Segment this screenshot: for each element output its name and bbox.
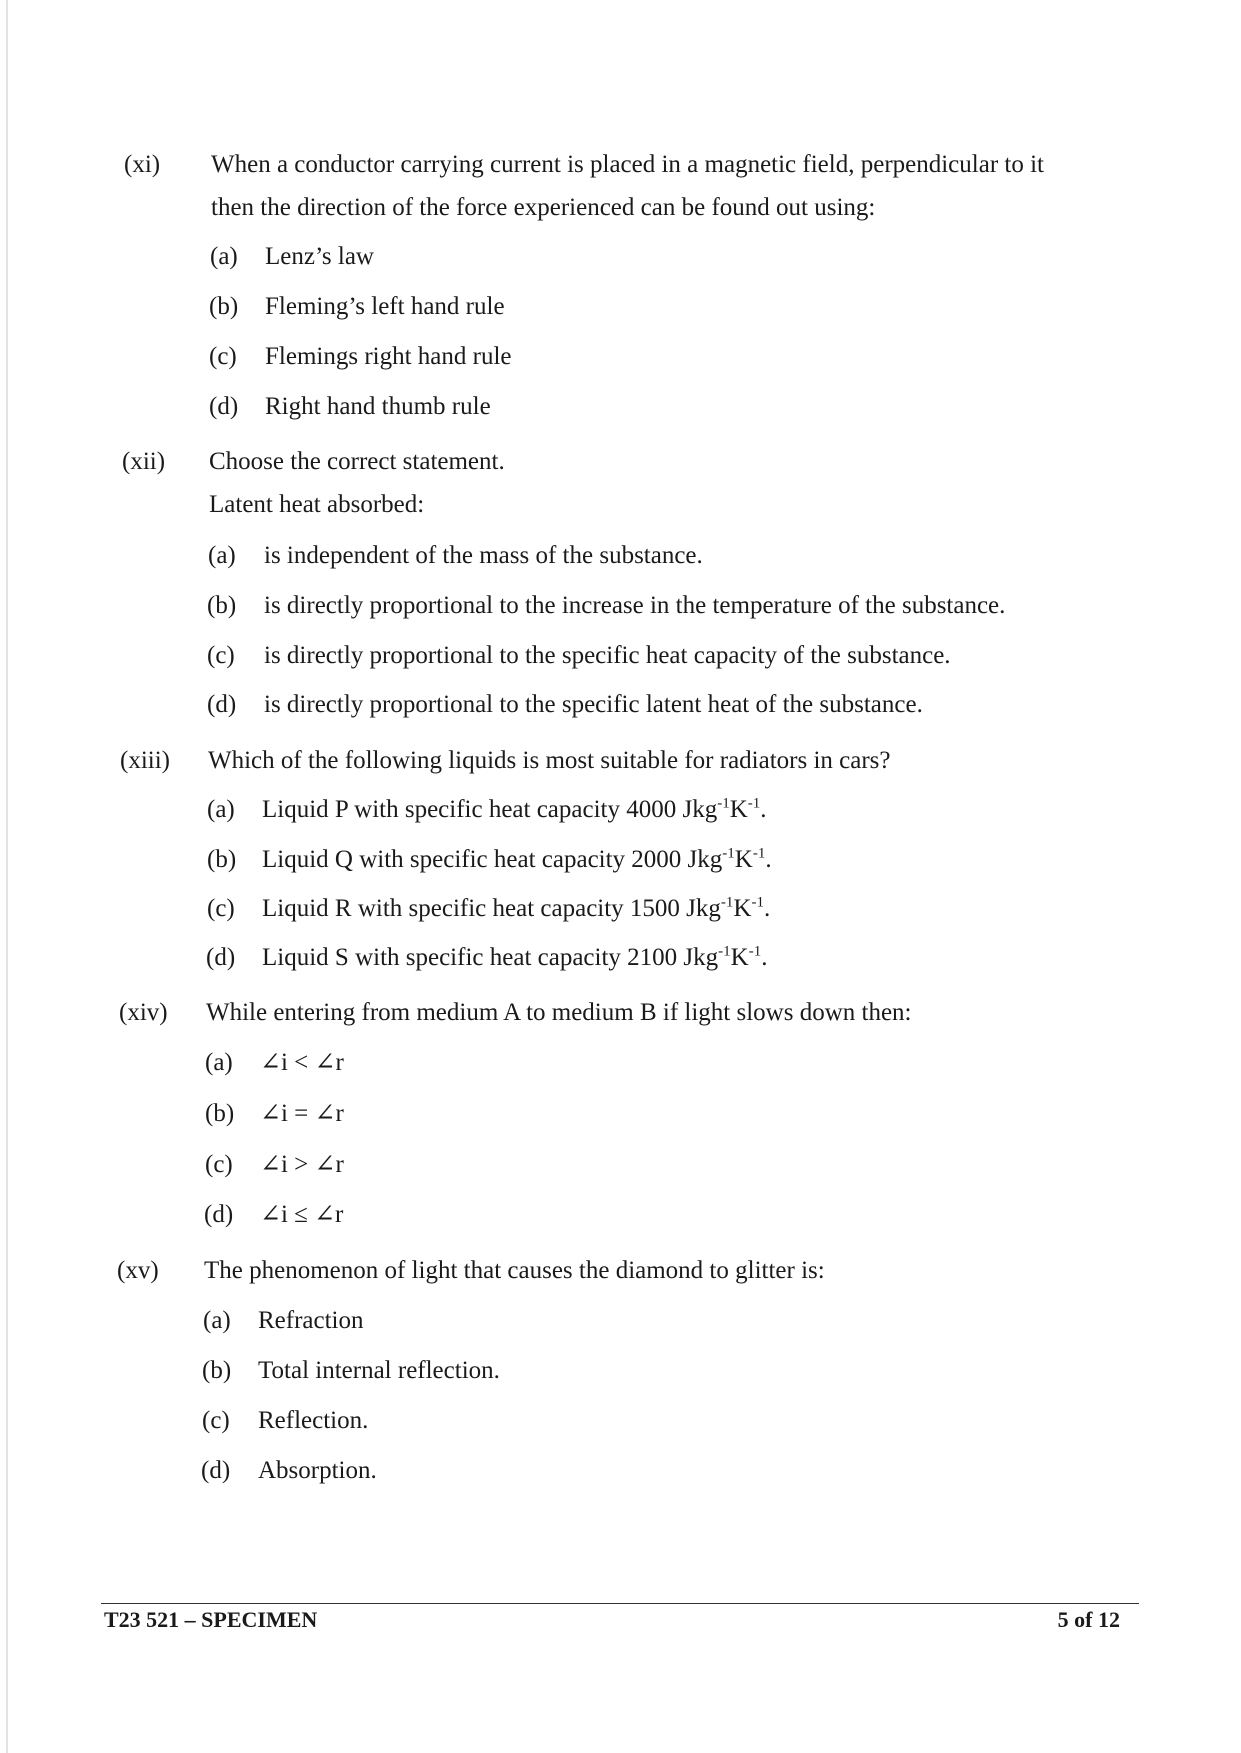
option-text: Absorption. [258,1457,377,1484]
option-label: (d) [209,393,239,420]
option-text: Liquid R with specific heat capacity 1500 $Jkg^{-1}K^{-1}$. [262,894,771,922]
option-text: ∠i ≤ ∠r [260,1201,344,1228]
question-stem: While entering from medium A to medium B if light slows down then: [206,999,912,1026]
option-text: Liquid P with specific heat capacity 4000 $Jkg^{-1}K^{-1}$. [262,795,767,823]
option-label: (b) [209,293,239,320]
question-stem: When a conductor carrying current is placed in a magnetic field, perpendicular to it [211,151,1044,178]
option-label: (b) [207,592,237,619]
option-text: Right hand thumb rule [265,393,491,420]
option-label: (c) [202,1407,230,1434]
option-text: ∠i > ∠r [260,1151,344,1178]
option-text: is directly proportional to the specific heat capacity of the substance. [264,642,951,669]
option-text: Fleming’s left hand rule [265,293,505,320]
option-text: is directly proportional to the specific latent heat of the substance. [264,691,923,718]
question-number: (xii) [122,448,166,475]
option-text: Total internal reflection. [258,1357,500,1384]
page-edge [6,0,8,1753]
option-text: ∠i < ∠r [260,1049,344,1076]
option-label: (a) [203,1307,231,1334]
option-text: Liquid Q with specific heat capacity 2000 $Jkg^{-1}K^{-1}$. [262,845,772,873]
option-label: (b) [202,1357,232,1384]
option-label: (c) [205,1151,233,1178]
option-text: Reflection. [258,1407,369,1434]
option-label: (b) [205,1100,235,1127]
question-number: (xiii) [120,747,170,774]
footer-divider [101,1603,1139,1604]
option-label: (c) [209,343,237,370]
page-number: 5 of 12 [1057,1607,1120,1632]
question-stem: Choose the correct statement. [209,448,505,475]
question-stem: Which of the following liquids is most suitable for radiators in cars? [208,747,891,774]
question-number: (xi) [124,151,161,178]
question-stem: The phenomenon of light that causes the diamond to glitter is: [204,1257,825,1284]
question-stem-continued: Latent heat absorbed: [209,491,425,518]
option-text: is independent of the mass of the substance. [264,542,703,569]
option-label: (a) [205,1049,233,1076]
option-text: Liquid S with specific heat capacity 2100 $Jkg^{-1}K^{-1}$. [262,943,768,971]
option-label: (d) [207,691,237,718]
option-text: Flemings right hand rule [265,343,512,370]
option-label: (c) [207,642,235,669]
option-text: Refraction [258,1307,364,1334]
option-label: (b) [207,846,237,873]
paper-code: T23 521 – SPECIMEN [104,1607,318,1632]
question-number: (xv) [117,1257,159,1284]
option-label: (a) [208,542,236,569]
option-label: (d) [206,944,236,971]
question-number: (xiv) [119,999,168,1026]
option-label: (a) [210,243,238,270]
option-text: Lenz’s law [265,243,374,270]
option-label: (d) [201,1457,231,1484]
option-label: (c) [207,895,235,922]
option-label: (d) [204,1201,234,1228]
option-text: ∠i = ∠r [260,1100,344,1127]
option-text: is directly proportional to the increase in the temperature of the substance. [264,592,1006,619]
option-label: (a) [207,796,235,823]
question-stem-continued: then the direction of the force experienced can be found out using: [211,194,876,221]
